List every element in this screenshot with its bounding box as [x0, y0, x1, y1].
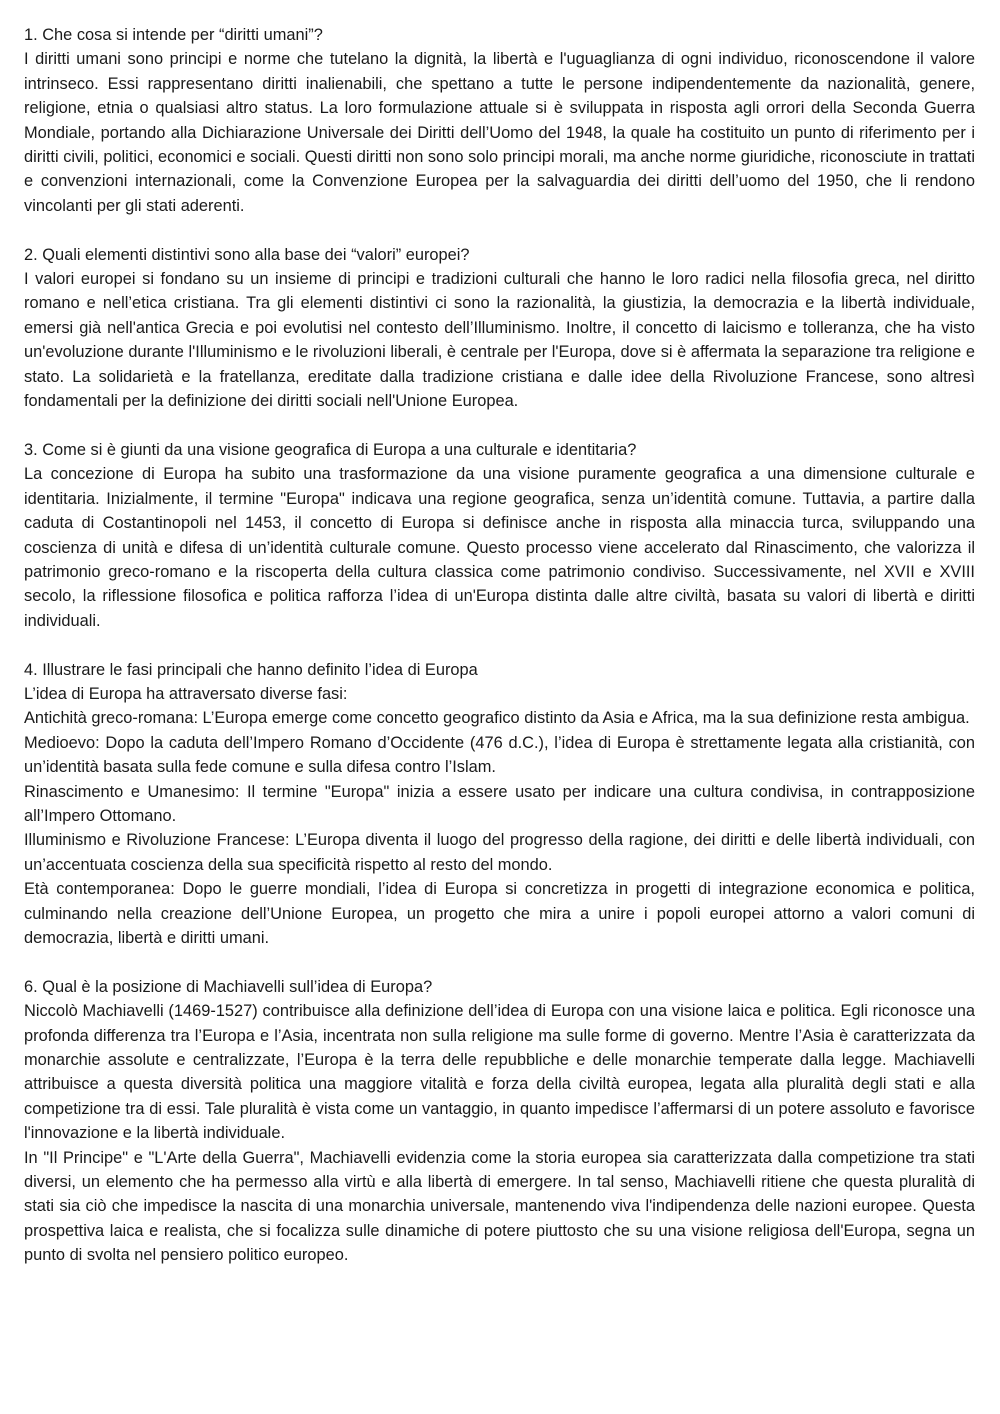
- answer-paragraph: L’idea di Europa ha attraversato diverse fasi:: [24, 684, 348, 703]
- question-heading: 3. Come si è giunti da una visione geografica di Europa a una culturale e identitaria?: [24, 440, 637, 459]
- answer-paragraph: I diritti umani sono principi e norme che tutelano la dignità, la libertà e l'uguaglianza di ogni individuo, riconoscendone il valore intrinseco. Essi rappresentano diritti inalienabili, che spettano a tutte le persone indipendentemente da nazionalità, genere, religione, etnia o qualsiasi altro status. La loro formulazione attuale si è sviluppata in risposta agli orrori della Seconda Guerra Mondiale, portando alla Dichiarazione Universale dei Diritti dell’Uomo del 1948, la quale ha costituito un punto di riferimento per i diritti civili, politici, economici e sociali. Questi diritti non sono solo principi morali, ma anche norme giuridiche, riconosciute in trattati e convenzioni internazionali, come la Convenzione Europea per la salvaguardia dei diritti dell’uomo del 1950, che li rendono vincolanti per gli stati aderenti.: [24, 50, 975, 215]
- question-heading: 6. Qual è la posizione di Machiavelli sull’idea di Europa?: [24, 977, 433, 996]
- section-machiavelli: [24, 975, 975, 1268]
- question-heading: 2. Quali elementi distintivi sono alla base dei “valori” europei?: [24, 245, 470, 264]
- answer-paragraph: Niccolò Machiavelli (1469-1527) contribuisce alla definizione dell’idea di Europa con una visione laica e politica. Egli riconosce una profonda differenza tra l’Europa e l’Asia, incentrata non sulla religione ma sulle forme di governo. Mentre l’Asia è caratterizzata da monarchie assolute e centralizzate, l’Europa è la terra delle repubbliche e delle monarchie temperate dalla legge. Machiavelli attribuisce a questa diversità politica una maggiore vitalità e forza della civiltà europea, legata alla pluralità degli stati e alla competizione tra di essi. Tale pluralità è vista come un vantaggio, in quanto impedisce l’affermarsi di un potere assoluto e favorisce l'innovazione e la libertà individuale.: [24, 1002, 975, 1143]
- question-heading: 1. Che cosa si intende per “diritti umani”?: [24, 26, 323, 44]
- section-european-values: [24, 243, 975, 414]
- answer-paragraph: I valori europei si fondano su un insieme di principi e tradizioni culturali che hanno le loro radici nella filosofia greca, nel diritto romano e nell’etica cristiana. Tra gli elementi distintivi ci sono la razionalità, la giustizia, la democrazia e la libertà individuale, emersi già nell'antica Grecia e poi evolutisi nel contesto dell’Illuminismo. Inoltre, il concetto di laicismo e tolleranza, che ha visto un'evoluzione durante l'Illuminismo e le rivoluzioni liberali, è centrale per l'Europa, dove si è affermata la separazione tra religione e stato. La solidarietà e la fratellanza, ereditate dalla tradizione cristiana e dalle idee della Rivoluzione Francese, sono altresì fondamentali per la definizione dei diritti sociali nell'Unione Europea.: [24, 270, 975, 411]
- section-geographic-to-cultural: [24, 438, 975, 633]
- phase-contemporary: Età contemporanea: Dopo le guerre mondiali, l’idea di Europa si concretizza in progetti di integrazione economica e politica, culminando nella creazione dell’Unione Europea, un progetto che mira a unire i popoli europei attorno a valori comuni di democrazia, libertà e diritti umani.: [24, 880, 975, 947]
- phase-antiquity: Antichità greco-romana: L’Europa emerge come concetto geografico distinto da Asia e Africa, ma la sua definizione resta ambigua.: [24, 709, 970, 728]
- phase-enlightenment: Illuminismo e Rivoluzione Francese: L’Europa diventa il luogo del progresso della ragione, dei diritti e delle libertà individuali, con un’accentuata coscienza della sua specificità rispetto al resto del mondo.: [24, 831, 975, 874]
- section-phases-of-europe: [24, 658, 975, 951]
- phase-renaissance: Rinascimento e Umanesimo: Il termine "Europa" inizia a essere usato per indicare una cultura condivisa, in contrapposizione all’Impero Ottomano.: [24, 782, 975, 825]
- answer-paragraph: In "Il Principe" e "L'Arte della Guerra", Machiavelli evidenzia come la storia europea sia caratterizzata dalla competizione tra stati diversi, un elemento che ha permesso alla virtù e alla libertà di emergere. In tal senso, Machiavelli ritiene che questa pluralità di stati sia ciò che impedisce la nascita di una monarchia universale, mantenendo viva l'indipendenza delle nazioni europee. Questa prospettiva laica e realista, che si focalizza sulle dinamiche di potere piuttosto che su una visione religiosa dell'Europa, segna un punto di svolta nel pensiero politico europeo.: [24, 1148, 975, 1265]
- section-human-rights: [24, 23, 975, 218]
- question-heading: 4. Illustrare le fasi principali che hanno definito l’idea di Europa: [24, 660, 478, 679]
- phase-middle-ages: Medioevo: Dopo la caduta dell’Impero Romano d’Occidente (476 d.C.), l’idea di Europa è strettamente legata alla cristianità, con un’identità basata sulla fede comune e sulla difesa contro l’Islam.: [24, 733, 975, 777]
- answer-paragraph: La concezione di Europa ha subito una trasformazione da una visione puramente geografica a una dimensione culturale e identitaria. Inizialmente, il termine "Europa" indicava una regione geografica, senza un’identità comune. Tuttavia, a partire dalla caduta di Costantinopoli nel 1453, il concetto di Europa si definisce anche in risposta alla minaccia turca, sviluppando una coscienza di unità e difesa di un’identità culturale comune. Questo processo viene accelerato dal Rinascimento, che valorizza il patrimonio greco-romano e la riscoperta della cultura classica come patrimonio condiviso. Successivamente, nel XVII e XVIII secolo, la riflessione filosofica e politica rafforza l’idea di un'Europa distinta dalle altre civiltà, basata su valori di libertà e diritti individuali.: [24, 465, 975, 630]
